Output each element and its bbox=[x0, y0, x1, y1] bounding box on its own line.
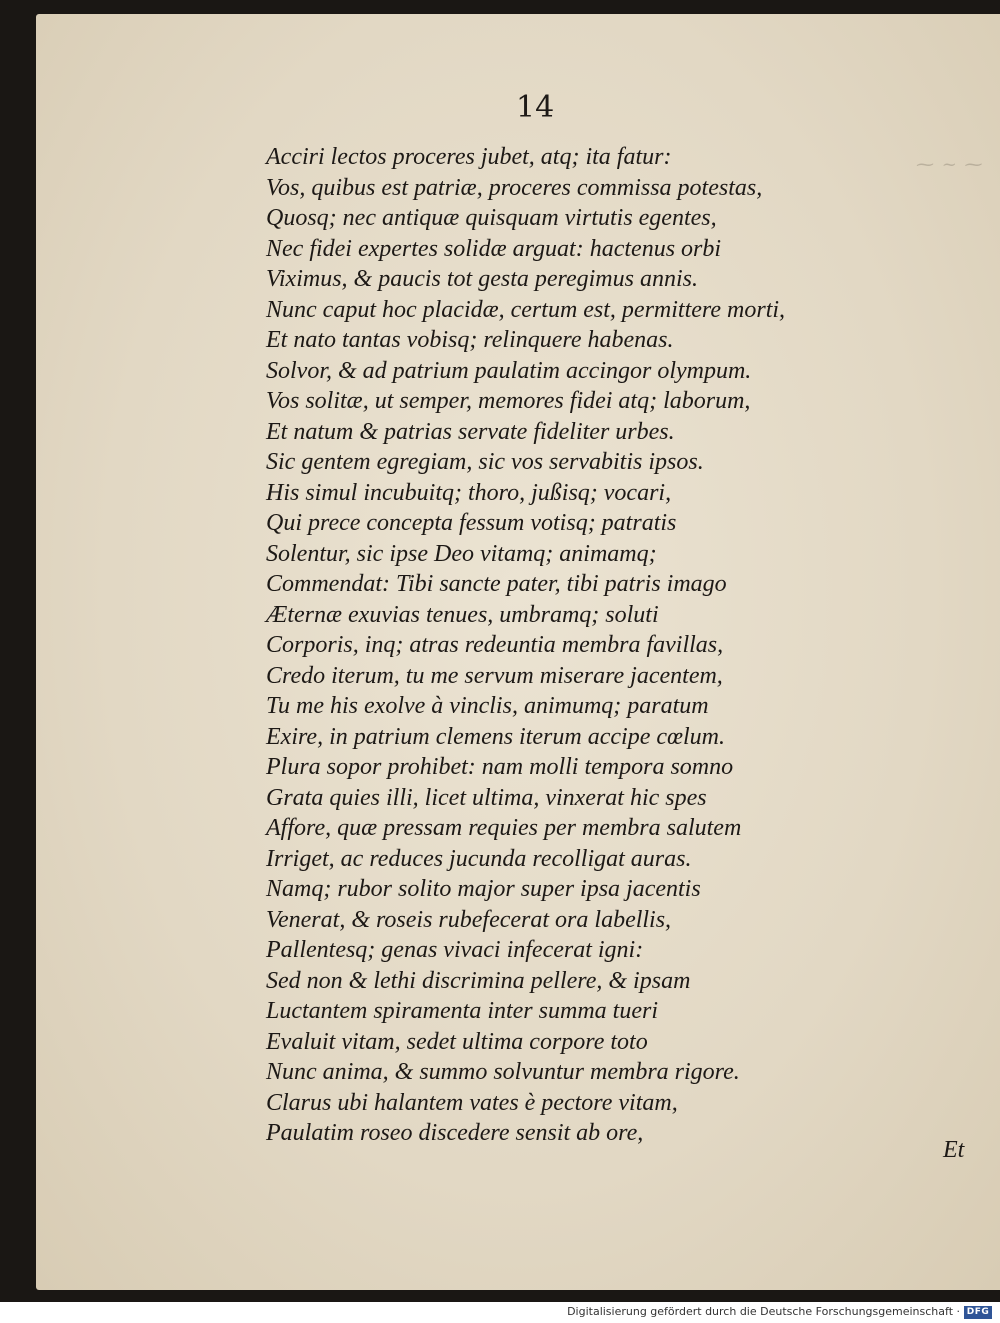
verse-line: Qui prece concepta fessum votisq; patratis bbox=[266, 510, 677, 536]
verse-line: Tu me his exolve à vinclis, animumq; paratum bbox=[266, 693, 709, 719]
verse-line: Evaluit vitam, sedet ultima corpore toto bbox=[266, 1028, 648, 1055]
verse-line: Et nato tantas vobisq; relinquere habenas. bbox=[266, 327, 674, 353]
verse-line: Acciri lectos proceres jubet, atq; ita fatur: bbox=[266, 144, 672, 170]
verse-line: Clarus ubi halantem vates è pectore vitam, bbox=[266, 1089, 678, 1116]
verse-line: His simul incubuitq; thoro, jußisq; vocari, bbox=[266, 479, 672, 506]
verse-line: Æternæ exuvias tenues, umbramq; soluti bbox=[266, 601, 659, 628]
verse-line: Solvor, & ad patrium paulatim accingor olympum. bbox=[266, 357, 752, 384]
verse-block bbox=[266, 142, 886, 1149]
verse-line: Venerat, & roseis rubefecerat ora labellis, bbox=[266, 906, 672, 933]
verse-line: Irriget, ac reduces jucunda recolligat auras. bbox=[266, 845, 692, 872]
verse-line: Affore, quæ pressam requies per membra salutem bbox=[266, 815, 742, 841]
verse-line: Viximus, & paucis tot gesta peregimus annis. bbox=[266, 266, 698, 292]
verse-line: Plura sopor prohibet: nam molli tempora somno bbox=[266, 754, 734, 780]
book-page bbox=[36, 14, 1000, 1290]
funding-footer bbox=[0, 1302, 1000, 1323]
verse-line: Corporis, inq; atras redeuntia membra favillas, bbox=[266, 632, 724, 658]
verse-line: Quosq; nec antiquæ quisquam virtutis egentes, bbox=[266, 205, 717, 231]
funding-note: Digitalisierung gefördert durch die Deutsche Forschungsgemeinschaft · bbox=[567, 1305, 960, 1318]
verse-line: Solentur, sic ipse Deo vitamq; animamq; bbox=[266, 540, 657, 567]
verse-line: Nunc anima, & summo solvuntur membra rigore. bbox=[266, 1059, 740, 1085]
bleed-through-text: ⁓ ~ ⁓ bbox=[916, 154, 984, 175]
dfg-logo: DFG bbox=[964, 1306, 992, 1319]
verse-line: Grata quies illi, licet ultima, vinxerat hic spes bbox=[266, 784, 707, 811]
verse-line: Vos solitæ, ut semper, memores fidei atq; laborum, bbox=[266, 388, 751, 414]
verse-line: Vos, quibus est patriæ, proceres commissa potestas, bbox=[266, 174, 763, 201]
verse-line: Namq; rubor solito major super ipsa jacentis bbox=[266, 876, 701, 902]
verse-line: Pallentesq; genas vivaci infecerat igni: bbox=[266, 937, 644, 963]
verse-line: Nec fidei expertes solidæ arguat: hactenus orbi bbox=[266, 235, 722, 262]
verse-line: Sic gentem egregiam, sic vos servabitis ipsos. bbox=[266, 449, 704, 475]
verse-line: Nunc caput hoc placidæ, certum est, permittere morti, bbox=[266, 296, 786, 323]
verse-line: Sed non & lethi discrimina pellere, & ipsam bbox=[266, 967, 691, 994]
verse-line: Credo iterum, tu me servum miserare jacentem, bbox=[266, 662, 723, 689]
catchword: Et bbox=[943, 1137, 965, 1163]
verse-line: Paulatim roseo discedere sensit ab ore, bbox=[266, 1120, 644, 1146]
verse-line: Exire, in patrium clemens iterum accipe cœlum. bbox=[266, 723, 725, 750]
verse-line: Et natum & patrias servate fideliter urbes. bbox=[266, 418, 675, 445]
verse-line: Luctantem spiramenta inter summa tueri bbox=[266, 998, 658, 1024]
verse-line: Commendat: Tibi sancte pater, tibi patris imago bbox=[266, 571, 727, 597]
page-number: 14 bbox=[516, 90, 555, 125]
